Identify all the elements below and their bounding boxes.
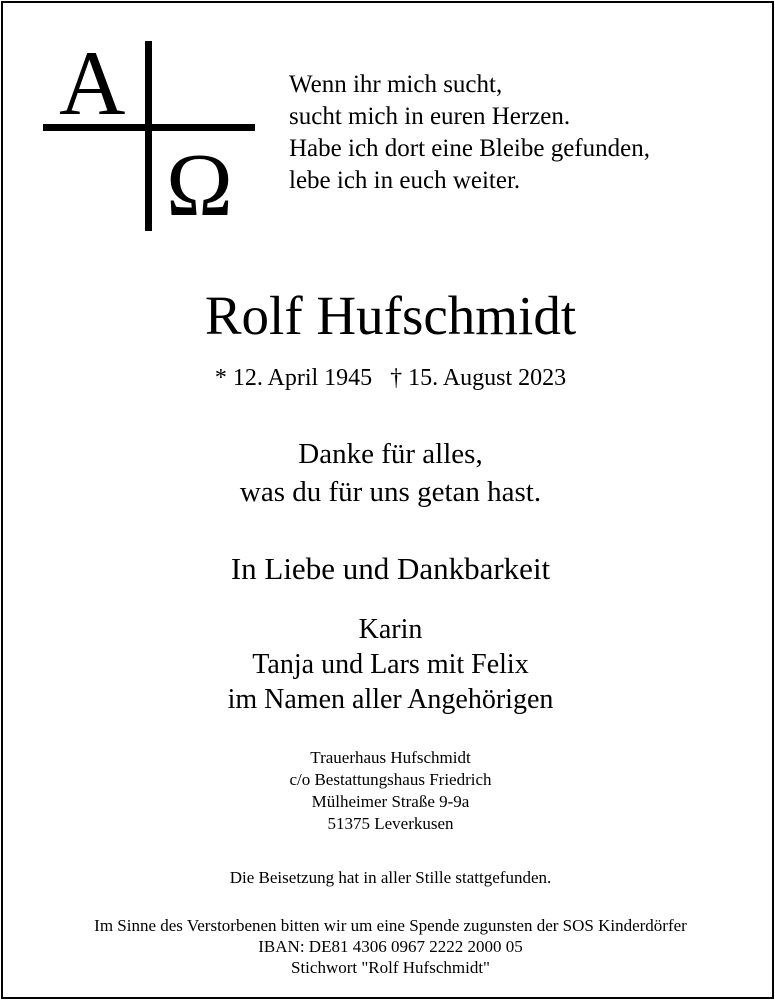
address-line: Trauerhaus Hufschmidt <box>310 748 471 767</box>
mourners-list <box>3 612 775 717</box>
donation-line: Im Sinne des Verstorbenen bitten wir um eine Spende zugunsten der SOS Kinderdörfer <box>94 916 687 935</box>
memorial-poem <box>289 69 650 197</box>
alpha-omega-cross-emblem <box>41 32 256 235</box>
donation-request <box>3 915 775 978</box>
address-line: Mülheimer Straße 9-9a <box>311 792 470 811</box>
donation-iban: IBAN: DE81 4306 0967 2222 2000 05 <box>258 937 523 956</box>
life-dates <box>3 363 775 393</box>
donation-keyword: Stichwort "Rolf Hufschmidt" <box>291 958 490 977</box>
poem-line: sucht mich in euren Herzen. <box>289 103 571 130</box>
mourner-line: Tanja und Lars mit Felix <box>252 649 529 680</box>
mourning-address <box>3 747 775 835</box>
deceased-name: Rolf Hufschmidt <box>204 285 577 346</box>
thanks-message <box>3 435 775 511</box>
birth-date: * 12. April 1945 <box>214 365 373 391</box>
burial-note: Die Beisetzung hat in aller Stille stattgefunden. <box>229 868 552 887</box>
thanks-line: Danke für alles, <box>298 438 483 470</box>
obituary-frame <box>1 1 774 999</box>
poem-line: lebe ich in euch weiter. <box>289 167 521 194</box>
address-line: 51375 Leverkusen <box>327 814 454 833</box>
thanks-line: was du für uns getan hast. <box>239 476 542 508</box>
love-heading: In Liebe und Dankbarkeit <box>230 551 551 586</box>
death-date: † 15. August 2023 <box>390 365 567 391</box>
mourner-line: Karin <box>358 614 423 645</box>
cross-vertical-bar <box>145 41 152 231</box>
alpha-letter: A <box>59 32 126 134</box>
address-line: c/o Bestattungshaus Friedrich <box>289 770 492 789</box>
omega-letter: Ω <box>166 136 233 235</box>
mourner-line: im Namen aller Angehörigen <box>227 684 554 715</box>
poem-line: Habe ich dort eine Bleibe gefunden, <box>289 135 650 162</box>
poem-line: Wenn ihr mich sucht, <box>289 71 503 98</box>
